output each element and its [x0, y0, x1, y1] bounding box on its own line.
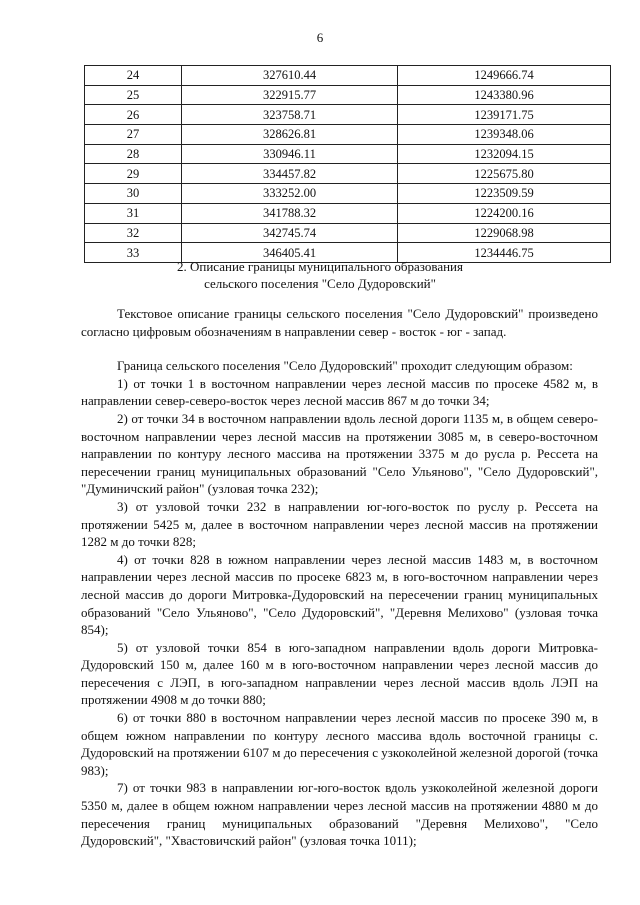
point-number-cell: 32	[85, 223, 182, 243]
y-coordinate-cell: 1239348.06	[398, 125, 611, 145]
y-coordinate-cell: 1234446.75	[398, 243, 611, 263]
table-row	[85, 125, 611, 145]
paragraph-segment-5: 5) от узловой точки 854 в юго-западном направлении вдоль дороги Митровка-Дудоровский 150 м, далее 160 м в юго-восточном направлении через лесной массив до пересечения с ЛЭП, в юго-западном направлении через лесной массив вдоль ЛЭП на протяжении 4908 м до точки 880;	[81, 639, 598, 708]
table-row	[85, 144, 611, 164]
table-row	[85, 184, 611, 204]
x-coordinate-cell: 342745.74	[182, 223, 398, 243]
paragraph-boundary-lead: Граница сельского поселения "Село Дудоровский" проходит следующим образом:	[117, 358, 573, 374]
point-number-cell: 30	[85, 184, 182, 204]
paragraph-segment-3: 3) от узловой точки 232 в направлении юг-юго-восток по руслу р. Рессета на протяжении 5425 м, далее в восточном направлении через лесной массив на протяжении 1282 м до точки 828;	[81, 498, 598, 550]
x-coordinate-cell: 322915.77	[182, 85, 398, 105]
table-row	[85, 223, 611, 243]
paragraph-segment-6: 6) от точки 880 в восточном направлении через лесной массив по просеке 390 м, в общем южном направлении по контуру лесного массива вдоль восточной границы с. Дудоровский на протяжении 6107 м до пересечения с узкоколейной железной дорогой (точка 983);	[81, 710, 598, 778]
y-coordinate-cell: 1232094.15	[398, 144, 611, 164]
y-coordinate-cell: 1223509.59	[398, 184, 611, 204]
x-coordinate-cell: 333252.00	[182, 184, 398, 204]
section-title-line-1: 2. Описание границы муниципального образования	[177, 259, 463, 274]
x-coordinate-cell: 346405.41	[182, 243, 398, 263]
x-coordinate-cell: 330946.11	[182, 144, 398, 164]
x-coordinate-cell: 334457.82	[182, 164, 398, 184]
table-row	[85, 105, 611, 125]
coordinates-table-body	[85, 66, 611, 263]
table-row	[85, 66, 611, 86]
y-coordinate-cell: 1239171.75	[398, 105, 611, 125]
y-coordinate-cell: 1243380.96	[398, 85, 611, 105]
paragraph-intro: Текстовое описание границы сельского поселения "Село Дудоровский" произведено согласно цифровым обозначениям в направлении север - восток - юг - запад.	[81, 306, 598, 339]
paragraph-segment-2: 2) от точки 34 в восточном направлении вдоль лесной дороги 1135 м, в общем северо-восточном направлении через лесной массив на протяжении 3085 м, в северо-восточном направлении по контуру лесного массива на протяжении 3375 м до русла р. Рессета на пересечении границ муниципальных образований "Село Ульяново", "Село Дудоровский", "Думиничский район" (узловая точка 232);	[81, 410, 598, 497]
point-number-cell: 29	[85, 164, 182, 184]
point-number-cell: 24	[85, 66, 182, 86]
x-coordinate-cell: 327610.44	[182, 66, 398, 86]
paragraph-segment-4: 4) от точки 828 в южном направлении через лесной массив 1483 м, в восточном направлении через лесной массив по просеке 6823 м, в юго-восточном направлении через лесной массив до дороги Митровка-Дудоровский на пересечении границ муниципальных образований "Село Ульяново", "Село Дудоровский", "Деревня Мелихово" (узловая точка 854);	[81, 551, 598, 638]
page-number: 6	[316, 30, 324, 45]
y-coordinate-cell: 1249666.74	[398, 66, 611, 86]
point-number-cell: 26	[85, 105, 182, 125]
y-coordinate-cell: 1229068.98	[398, 223, 611, 243]
x-coordinate-cell: 341788.32	[182, 203, 398, 223]
table-row	[85, 164, 611, 184]
y-coordinate-cell: 1225675.80	[398, 164, 611, 184]
table-row	[85, 203, 611, 223]
section-title-line-2: сельского поселения "Село Дудоровский"	[204, 276, 436, 291]
point-number-cell: 31	[85, 203, 182, 223]
paragraph-segment-1: 1) от точки 1 в восточном направлении через лесной массив по просеке 4582 м, в направлении север-северо-восток через лесной массив 867 м до точки 34;	[81, 375, 598, 409]
point-number-cell: 33	[85, 243, 182, 263]
table-row	[85, 85, 611, 105]
paragraph-segment-7: 7) от точки 983 в направлении юг-юго-восток вдоль узкоколейной железной дороги 5350 м, далее в общем южном направлении через лесной массив на протяжении 4880 м до пересечения границ муниципальных образований "Деревня Мелихово", "Село Дудоровский", "Хвастовичский район" (узловая точка 1011);	[81, 780, 598, 849]
point-number-cell: 25	[85, 85, 182, 105]
coordinates-table	[84, 65, 611, 263]
boundary-description	[81, 305, 598, 850]
section-title	[0, 258, 640, 292]
x-coordinate-cell: 323758.71	[182, 105, 398, 125]
point-number-cell: 27	[85, 125, 182, 145]
point-number-cell: 28	[85, 144, 182, 164]
x-coordinate-cell: 328626.81	[182, 125, 398, 145]
y-coordinate-cell: 1224200.16	[398, 203, 611, 223]
